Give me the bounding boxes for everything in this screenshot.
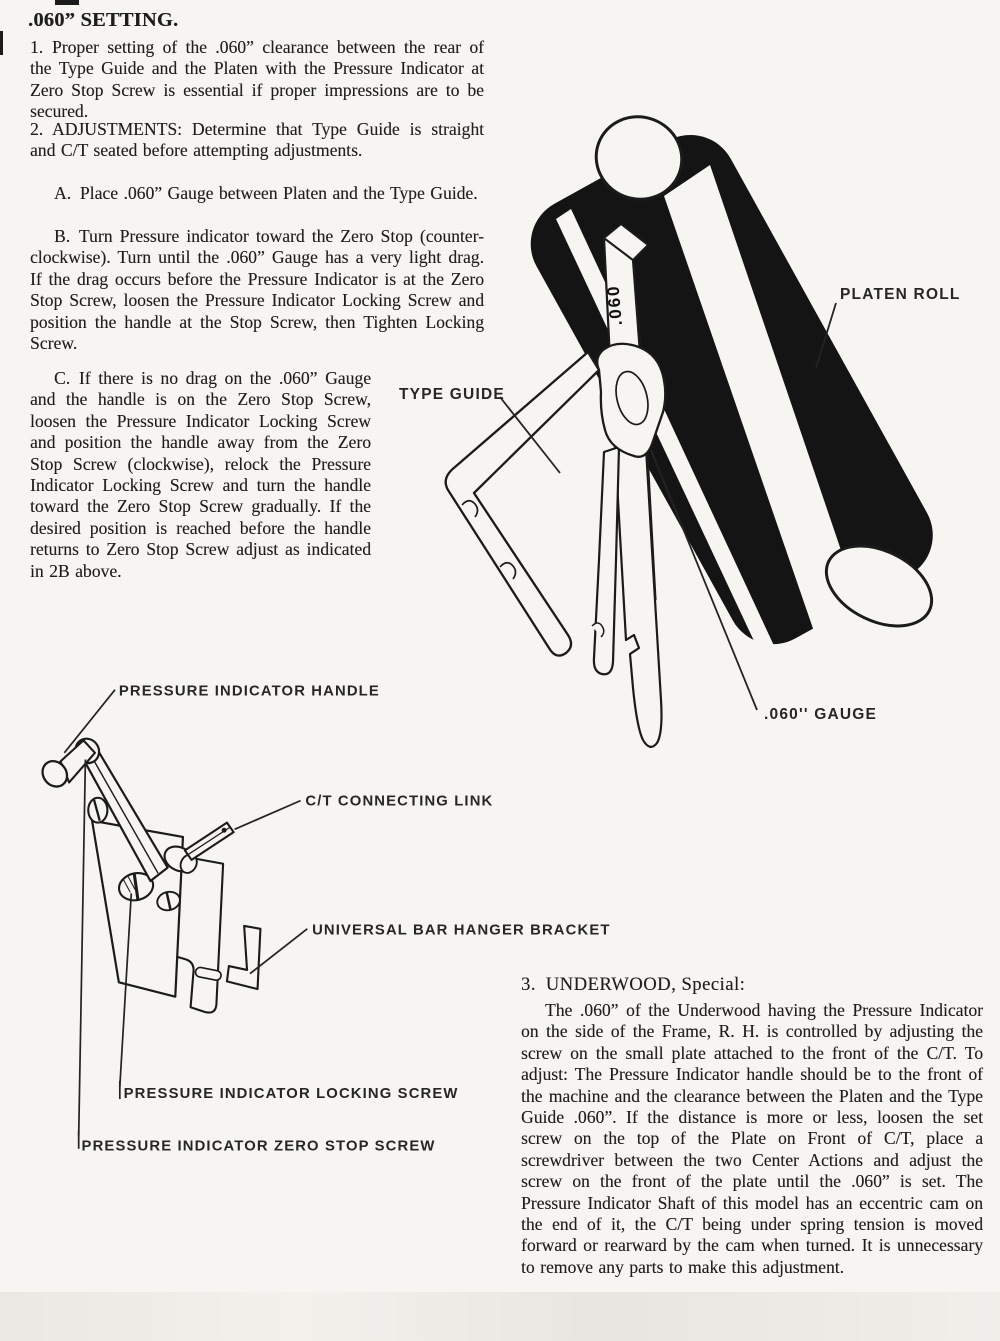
link-leader-line [235, 801, 301, 830]
link-label: C/T CONNECTING LINK [305, 793, 494, 810]
section-heading: .060” SETTING. [28, 9, 179, 31]
paragraph-a: A. Place .060” Gauge between Platen and the Type Guide. [54, 183, 478, 203]
section3-heading: 3. UNDERWOOD, Special: [521, 974, 746, 995]
paragraph-b: B. Turn Pressure indicator toward the Zero Stop (counter-clockwise). Turn until the .060” Gauge has a very light drag. If the drag occurs before the Pressure Indicator is at the Zero Stop Screw, loosen the Pressure Indicator Locking Screw and position the handle at the Stop Screw, then Tighten Locking Screw. [30, 226, 484, 354]
scan-artifact-left [0, 31, 3, 55]
zero-stop-screw-label: PRESSURE INDICATOR ZERO STOP SCREW [81, 1138, 436, 1155]
section3-body: The .060” of the Underwood having the Pressure Indicator on the side of the Frame, R. H. is controlled by adjusting the screw on the small plate attached to the front of the C/T. To adjust: The Pressure Indicator handle should be to the front of the machine and the clearance between the Platen and the Type Guide .060”. If the distance is more or less, loosen the set screw on the top of the Plate on Front of C/T, place a screwdriver between the two Center Actions and adjust the screw on the front of the plate until the .060” is set. The Pressure Indicator Shaft of this model has an eccentric cam on the end of it, the C/T being under spring tension is moved forward or rearward by the cam when turned. It is unnecessary to remove any parts to make this adjustment. [521, 1000, 983, 1277]
paragraph-c: C. If there is no drag on the .060” Gauge and the handle is on the Zero Stop Screw, loosen the Pressure Indicator Locking Screw and position the handle away from the Zero Stop Screw (clockwise), relock the Pressure Indicator Locking Screw and turn the handle toward the Zero Stop Screw gradually. If the desired position is reached before the handle returns to Zero Stop Screw adjust as indicated in 2B above. [30, 368, 371, 581]
paragraph-1: 1. Proper setting of the .060” clearance between the rear of the Type Guide and the Platen with the Pressure Indicator at Zero Stop Screw is essential if proper impressions are to be secured. [30, 37, 484, 122]
gauge-mark-label: .060 [603, 283, 626, 327]
locking-screw-label: PRESSURE INDICATOR LOCKING SCREW [123, 1086, 459, 1103]
platen-roll-label: PLATEN ROLL [840, 286, 961, 303]
pressure-indicator-diagram [28, 655, 643, 1215]
paragraph-2: 2. ADJUSTMENTS: Determine that Type Guide is straight and C/T seated before attempting adjustments. [30, 119, 484, 161]
scan-artifact-top [55, 0, 79, 5]
zero-stop-leader-line [79, 759, 86, 1136]
bracket-label: UNIVERSAL BAR HANGER BRACKET [312, 922, 611, 939]
gauge-label: .060'' GAUGE [764, 706, 878, 723]
type-guide-label: TYPE GUIDE [399, 386, 505, 403]
connecting-link-shape [185, 823, 234, 860]
handle-label: PRESSURE INDICATOR HANDLE [118, 683, 380, 700]
scan-artifact-bottom-band [0, 1292, 1000, 1341]
zero-stop-screw-shape [88, 798, 107, 823]
